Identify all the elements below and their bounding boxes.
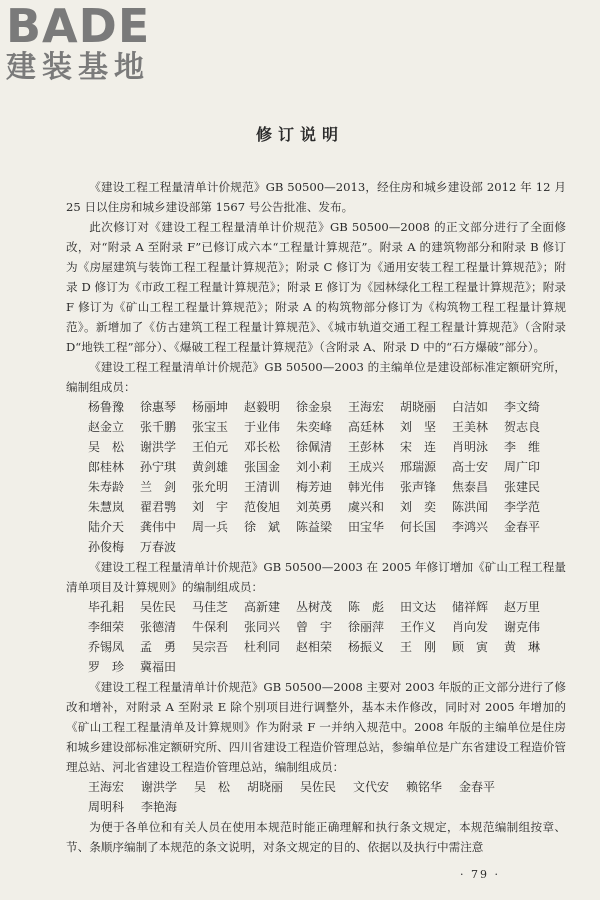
- member-name: 梅芳迪: [296, 480, 333, 494]
- member-name: 罗 珍: [88, 660, 125, 674]
- member-name: 焦泰昌: [452, 480, 489, 494]
- member-name: 徐惠琴: [140, 400, 177, 414]
- member-name: 冀福田: [140, 660, 177, 674]
- member-name: 王成兴: [348, 460, 385, 474]
- member-name: 赖铭华: [406, 780, 443, 794]
- member-name: 刘 宇: [192, 500, 229, 514]
- member-name: 高士安: [452, 460, 489, 474]
- member-name: 牛保利: [192, 620, 229, 634]
- member-name: 邢瑞源: [400, 460, 437, 474]
- member-name: 万春波: [140, 540, 177, 554]
- paragraph-3: 《建设工程工程量清单计价规范》GB 50500—2003 的主编单位是建设部标准定额研究所，编制组成员：: [66, 360, 566, 394]
- member-name: 于业伟: [244, 420, 281, 434]
- logo-chinese: 建装基地: [6, 50, 150, 85]
- names-2005-list: [66, 597, 566, 677]
- member-name: 赵相荣: [296, 640, 333, 654]
- member-name: 范俊旭: [244, 500, 281, 514]
- member-name: 朱奕峰: [296, 420, 333, 434]
- member-name: 贺志良: [504, 420, 541, 434]
- member-name: 肖明泳: [452, 440, 489, 454]
- member-name: 肖向发: [452, 620, 489, 634]
- member-name: 徐丽萍: [348, 620, 385, 634]
- member-name: 高廷林: [348, 420, 385, 434]
- member-name: 毕孔耜: [88, 600, 125, 614]
- member-name: 翟君鹗: [140, 500, 177, 514]
- member-name: 李 维: [504, 440, 541, 454]
- member-name: 李细荣: [88, 620, 125, 634]
- member-name: 王海宏: [88, 780, 125, 794]
- document-body: [66, 177, 566, 857]
- member-name: 吴 松: [194, 780, 231, 794]
- member-name: 张德清: [140, 620, 177, 634]
- member-name: 乔锡凤: [88, 640, 125, 654]
- member-name: 徐 斌: [244, 520, 281, 534]
- member-name: 马佳芝: [192, 600, 229, 614]
- member-name: 谢洪学: [140, 440, 177, 454]
- member-name: 陆介天: [88, 520, 125, 534]
- member-name: 徐金泉: [296, 400, 333, 414]
- member-name: 周广印: [504, 460, 541, 474]
- member-name: 吴佐民: [140, 600, 177, 614]
- member-name: 曾 宇: [296, 620, 333, 634]
- member-name: 杨鲁豫: [88, 400, 125, 414]
- member-name: 朱慧岚: [88, 500, 125, 514]
- member-name: 张宝玉: [192, 420, 229, 434]
- member-name: 谢克伟: [504, 620, 541, 634]
- member-name: 李学范: [504, 500, 541, 514]
- member-name: 吴宗吾: [192, 640, 229, 654]
- member-name: 龚伟中: [140, 520, 177, 534]
- member-name: 张同兴: [244, 620, 281, 634]
- member-name: 王作义: [400, 620, 437, 634]
- member-name: 张国金: [244, 460, 281, 474]
- names-2008-list: [66, 777, 566, 817]
- member-name: 高新建: [244, 600, 281, 614]
- member-name: 吴佐民: [300, 780, 337, 794]
- member-name: 孙宁琪: [140, 460, 177, 474]
- paragraph-1: 《建设工程工程量清单计价规范》GB 50500—2013，经住房和城乡建设部 2012 年 12 月 25 日以住房和城乡建设部第 1567 号公告批准、发布。: [66, 180, 566, 214]
- member-name: 丛树茂: [296, 600, 333, 614]
- member-name: 朱寿龄: [88, 480, 125, 494]
- logo-english: BADE: [6, 0, 151, 53]
- member-name: 韩光伟: [348, 480, 385, 494]
- member-name: 张声锋: [400, 480, 437, 494]
- member-name: 胡晓丽: [400, 400, 437, 414]
- page-title: 修订说明: [255, 125, 344, 144]
- member-name: 刘 奕: [400, 500, 437, 514]
- member-name: 吴 松: [88, 440, 125, 454]
- member-name: 李艳海: [141, 800, 178, 814]
- member-name: 赵金立: [88, 420, 125, 434]
- member-name: 杨丽坤: [192, 400, 229, 414]
- member-name: 王彭林: [348, 440, 385, 454]
- page-number: · 79 ·: [460, 868, 500, 881]
- member-name: 胡晓丽: [247, 780, 284, 794]
- member-name: 陈洪闻: [452, 500, 489, 514]
- member-name: 王海宏: [348, 400, 385, 414]
- member-name: 孟 勇: [140, 640, 177, 654]
- member-name: 孙俊梅: [88, 540, 125, 554]
- member-name: 王 刚: [400, 640, 437, 654]
- member-name: 张建民: [504, 480, 541, 494]
- member-name: 李文绮: [504, 400, 541, 414]
- member-name: 郎桂林: [88, 460, 125, 474]
- member-name: 陈益梁: [296, 520, 333, 534]
- member-name: 白洁如: [452, 400, 489, 414]
- logo: [6, 2, 150, 86]
- member-name: 刘英勇: [296, 500, 333, 514]
- member-name: 邓长松: [244, 440, 281, 454]
- member-name: 王伯元: [192, 440, 229, 454]
- member-name: 赵万里: [504, 600, 541, 614]
- member-name: 王清训: [244, 480, 281, 494]
- member-name: 陈 彪: [348, 600, 385, 614]
- paragraph-5: 《建设工程工程量清单计价规范》GB 50500—2008 主要对 2003 年版的正文部分进行了修改和增补，对附录 A 至附录 E 除个别项目进行调整外，基本未作修改，同时对 2005 年增加的《矿山工程工程量清单及计算规则》作为附录 F 一并纳入规范中。2008 年版的主编单位是住房和城乡建设部标准定额研究所、四川省建设工程造价管理总站，参编单位是广东省建设工程造价管理总站、河北省建设工程造价管理总站，编制组成员：: [66, 680, 566, 774]
- member-name: 何长国: [400, 520, 437, 534]
- paragraph-6: 为便于各单位和有关人员在使用本规范时能正确理解和执行条文规定，本规范编制组按章、节、条顺序编制了本规范的条文说明，对条文规定的目的、依据以及执行中需注意: [66, 820, 566, 854]
- member-name: 徐佩清: [296, 440, 333, 454]
- member-name: 顾 寅: [452, 640, 489, 654]
- member-name: 兰 剑: [140, 480, 177, 494]
- member-name: 张千鹏: [140, 420, 177, 434]
- paragraph-2: 此次修订对《建设工程工程量清单计价规范》GB 50500—2008 的正文部分进行了全面修改，对“附录 A 至附录 F”已修订成六本“工程量计算规范”。附录 A 的建筑物部分和附录 B 修订为《房屋建筑与装饰工程工程量计算规范》；附录 C 修订为《通用安装工程工程量计算规范》；附录 D 修订为《市政工程工程量计算规范》；附录 E 修订为《园林绿化工程工程量计算规范》；附录 F 修订为《矿山工程工程量计算规范》；附录 A 的构筑物部分修订为《构筑物工程工程量计算规范》。新增加了《仿古建筑工程工程量计算规范》、《城市轨道交通工程工程量计算规范》（含附录 D“地铁工程”部分）、《爆破工程工程量计算规范》（含附录 A、附录 D 中的“石方爆破”部分）。: [66, 220, 566, 354]
- member-name: 黄剑雄: [192, 460, 229, 474]
- member-name: 金春平: [504, 520, 541, 534]
- member-name: 周一兵: [192, 520, 229, 534]
- member-name: 杨振义: [348, 640, 385, 654]
- member-name: 谢洪学: [141, 780, 178, 794]
- member-name: 刘小莉: [296, 460, 333, 474]
- member-name: 文代安: [353, 780, 390, 794]
- names-2003-list: [66, 397, 566, 557]
- member-name: 宋 连: [400, 440, 437, 454]
- member-name: 储祥辉: [452, 600, 489, 614]
- member-name: 田文达: [400, 600, 437, 614]
- member-name: 张允明: [192, 480, 229, 494]
- member-name: 田宝华: [348, 520, 385, 534]
- member-name: 周明科: [88, 800, 125, 814]
- member-name: 王美林: [452, 420, 489, 434]
- member-name: 虞兴和: [348, 500, 385, 514]
- member-name: 杜利同: [244, 640, 281, 654]
- member-name: 黄 琳: [504, 640, 541, 654]
- member-name: 赵毅明: [244, 400, 281, 414]
- member-name: 李鸿兴: [452, 520, 489, 534]
- member-name: 刘 坚: [400, 420, 437, 434]
- member-name: 金春平: [459, 780, 496, 794]
- paragraph-4: 《建设工程工程量清单计价规范》GB 50500—2003 在 2005 年修订增加《矿山工程工程量清单项目及计算规则》的编制组成员：: [66, 560, 566, 594]
